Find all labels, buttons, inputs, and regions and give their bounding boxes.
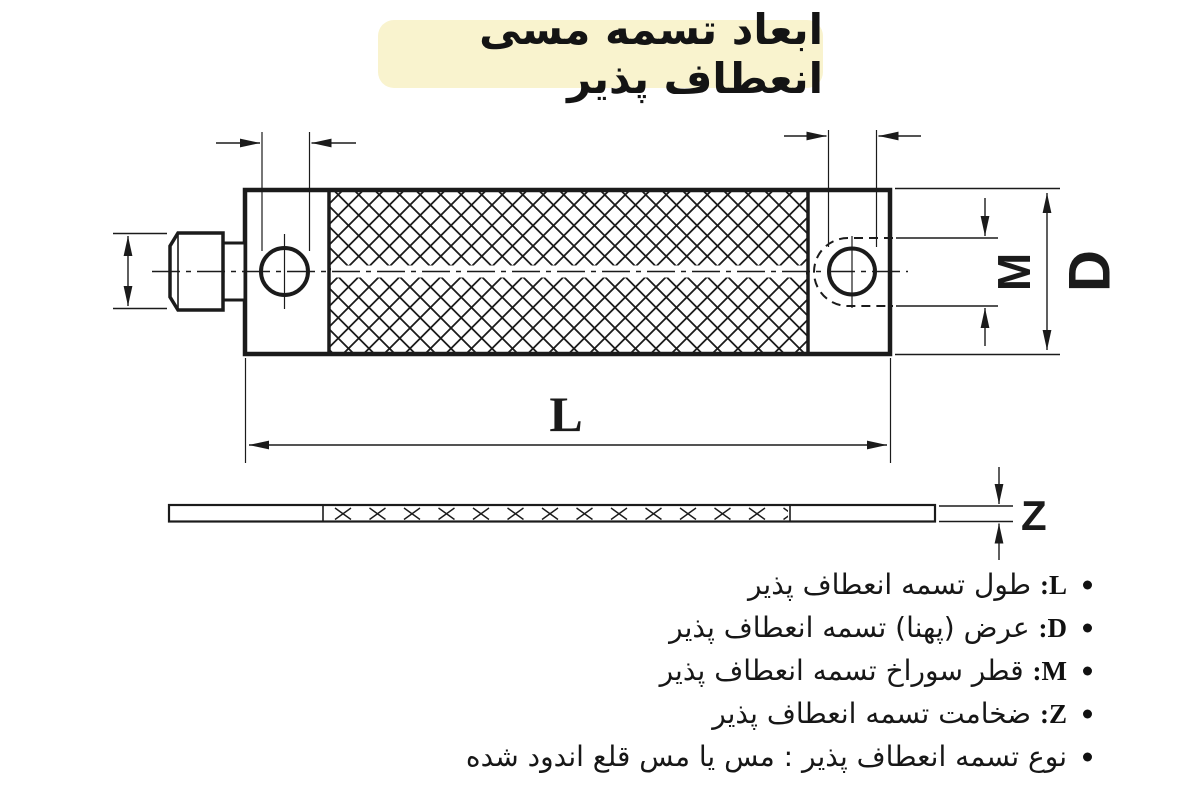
label-Z: Z bbox=[1021, 492, 1047, 539]
label-D: D bbox=[1057, 250, 1123, 292]
label-L: L bbox=[549, 386, 583, 442]
legend-item-type bbox=[466, 742, 1094, 772]
side-braid bbox=[326, 506, 788, 521]
dimension-L bbox=[246, 358, 891, 463]
legend-list bbox=[466, 570, 1094, 785]
dimension-M bbox=[896, 198, 1040, 346]
dimension-Z bbox=[939, 467, 1047, 560]
legend-text-L: طول تسمه انعطاف پذیر bbox=[747, 568, 1032, 601]
legend-text-M: قطر سوراخ تسمه انعطاف پذیر bbox=[659, 654, 1024, 687]
side-view bbox=[169, 467, 1047, 560]
legend-letter-L: L: bbox=[1039, 570, 1067, 600]
legend-item-L bbox=[466, 570, 1094, 600]
legend-item-M bbox=[466, 656, 1094, 686]
legend-item-Z bbox=[466, 699, 1094, 729]
legend-text-Z: ضخامت تسمه انعطاف پذیر bbox=[712, 697, 1032, 730]
front-view bbox=[152, 190, 908, 354]
page-title: ابعاد تسمه مسی انعطاف پذیر bbox=[479, 5, 823, 103]
legend-letter-Z: Z: bbox=[1039, 699, 1067, 729]
legend-item-D bbox=[466, 613, 1094, 643]
legend-letter-D: D: bbox=[1038, 613, 1067, 643]
legend-text-D: عرض (پهنا) تسمه انعطاف پذیر bbox=[669, 611, 1030, 644]
legend-letter-M: M: bbox=[1032, 656, 1067, 686]
label-M: M bbox=[988, 252, 1040, 292]
legend-text-type: نوع تسمه انعطاف پذیر : مس یا مس قلع اندود شده bbox=[465, 740, 1067, 773]
